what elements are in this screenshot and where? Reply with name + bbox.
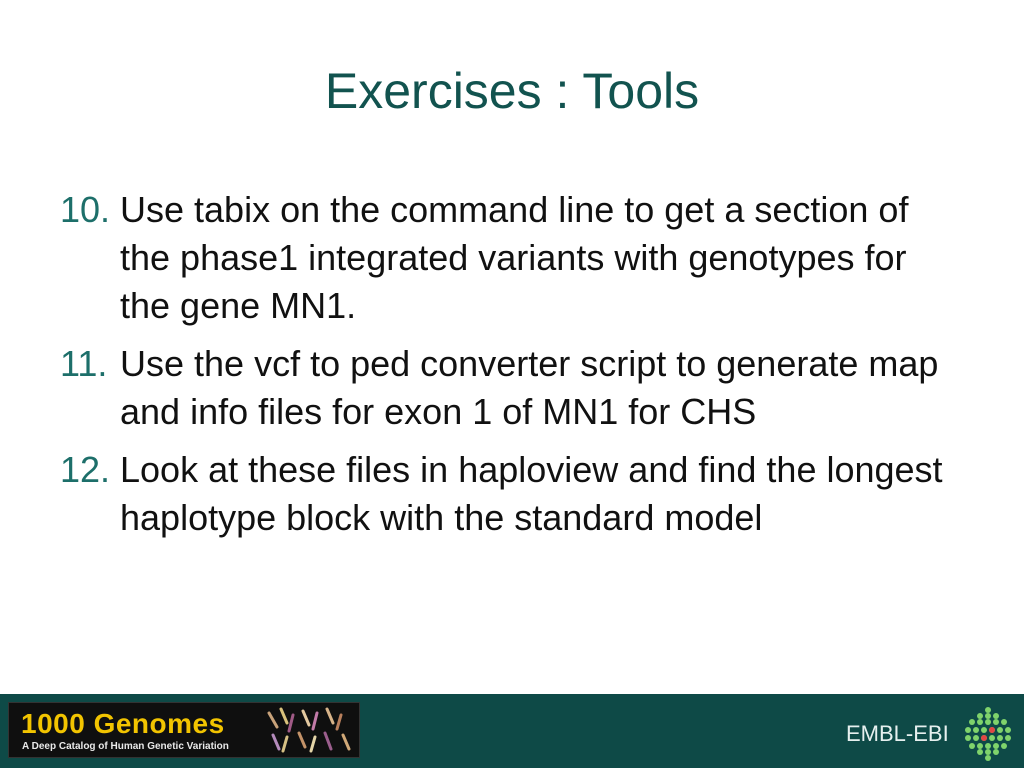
exercise-list — [60, 186, 960, 552]
item-text: Look at these files in haploview and find the longest haplotype block with the standard model — [120, 449, 943, 538]
item-number: 11. — [60, 343, 108, 384]
item-number: 10. — [60, 189, 111, 230]
brand-sub-text: A Deep Catalog of Human Genetic Variation — [22, 741, 229, 752]
item-text: Use tabix on the command line to get a section of the phase1 integrated variants with genotypes for the gene MN1. — [120, 189, 909, 326]
1000-genomes-logo — [8, 702, 360, 758]
embl-ebi-dots-icon — [962, 706, 1014, 762]
embl-ebi-label: EMBL-EBI — [846, 721, 949, 746]
item-number: 12. — [60, 449, 111, 490]
list-item — [60, 340, 960, 436]
brand-main-text: 1000 Genomes — [21, 708, 225, 739]
list-item — [60, 446, 960, 542]
list-item — [60, 186, 960, 330]
slide-title: Exercises : Tools — [324, 63, 700, 119]
item-text: Use the vcf to ped converter script to generate map and info files for exon 1 of MN1 for CHS — [120, 343, 939, 432]
chromosome-icon — [259, 703, 359, 757]
